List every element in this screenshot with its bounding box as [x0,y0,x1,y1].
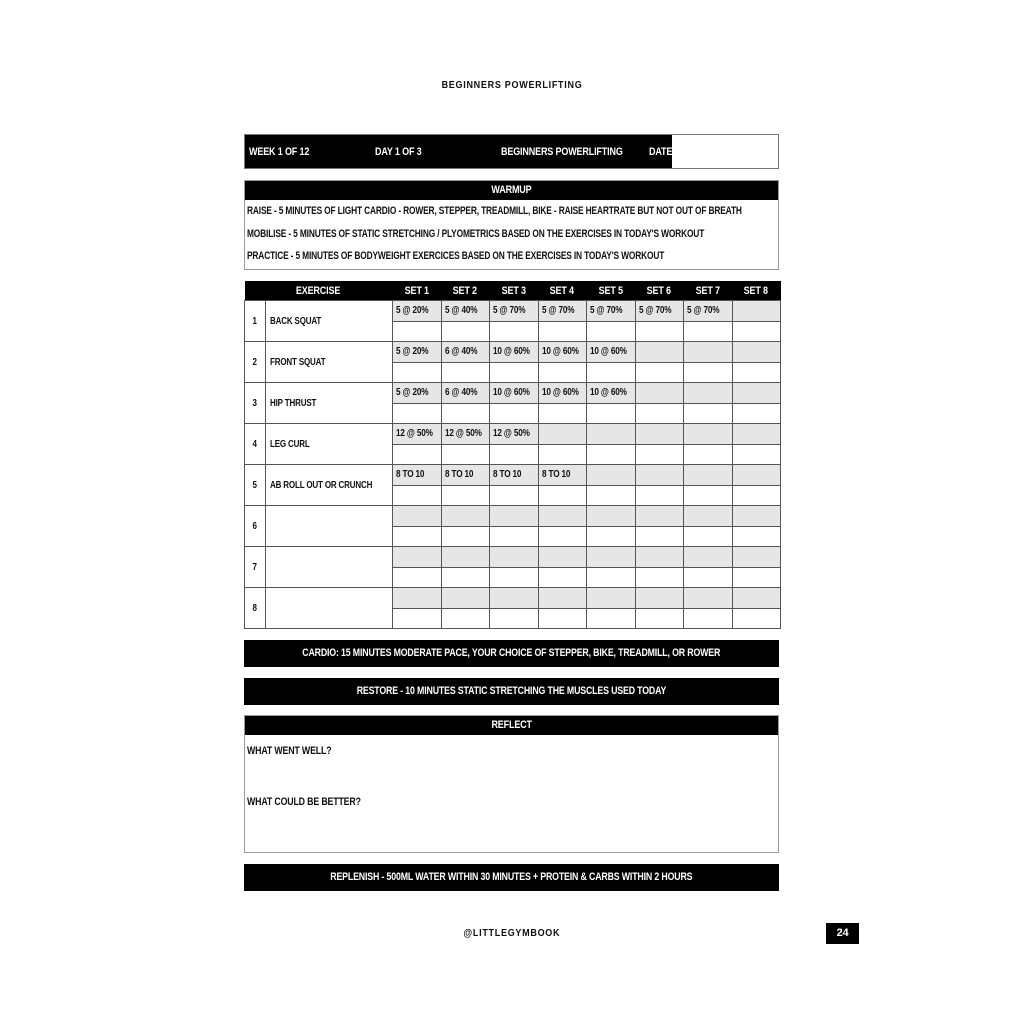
set-target-cell: 10 @ 60% [587,342,636,363]
set-log-cell[interactable] [441,321,490,342]
exercise-number: 6 [245,506,266,547]
set-log-cell[interactable] [393,608,442,629]
set-log-cell[interactable] [587,444,636,465]
set-target-cell [732,342,781,363]
set-log-cell[interactable] [587,321,636,342]
set-target-cell [393,506,442,527]
set-target-cell: 10 @ 60% [490,342,539,363]
set-log-cell[interactable] [441,444,490,465]
set-target-cell [684,547,733,568]
set-log-cell[interactable] [732,485,781,506]
table-row [245,342,781,363]
col-header-set-1: SET 1 [393,281,442,301]
set-log-cell[interactable] [587,608,636,629]
set-target-cell [684,506,733,527]
exercise-number: 8 [245,588,266,629]
page-number: 24 [826,923,859,944]
set-log-cell[interactable] [490,321,539,342]
set-target-cell [490,547,539,568]
set-log-cell[interactable] [684,485,733,506]
set-log-cell[interactable] [393,485,442,506]
col-header-set-4: SET 4 [538,281,587,301]
set-target-cell [635,383,684,404]
set-target-cell: 6 @ 40% [441,383,490,404]
set-log-cell[interactable] [732,444,781,465]
set-target-cell: 10 @ 60% [587,383,636,404]
page-title: BEGINNERS POWERLIFTING [441,80,583,91]
set-log-cell[interactable] [684,444,733,465]
day-label: DAY 1 OF 3 [375,145,422,158]
set-target-cell [587,506,636,527]
week-label: WEEK 1 OF 12 [249,145,310,158]
set-target-cell [732,547,781,568]
set-target-cell: 5 @ 70% [635,301,684,322]
exercise-table [244,281,781,629]
set-log-cell[interactable] [587,526,636,547]
table-row [245,424,781,445]
set-log-cell[interactable] [732,526,781,547]
set-target-cell: 5 @ 40% [441,301,490,322]
exercise-name[interactable]: LEG CURL [266,424,393,465]
set-target-cell [490,588,539,609]
col-header-set-7: SET 7 [684,281,733,301]
set-target-cell [635,342,684,363]
question-went-well: WHAT WENT WELL? [247,745,332,757]
set-target-cell [441,547,490,568]
set-target-cell [635,424,684,445]
table-row [245,506,781,527]
set-target-cell [393,547,442,568]
col-header-set-5: SET 5 [587,281,636,301]
set-target-cell: 8 TO 10 [393,465,442,486]
set-log-cell[interactable] [635,485,684,506]
table-row [245,547,781,568]
set-target-cell [732,465,781,486]
exercise-number: 3 [245,383,266,424]
exercise-number: 2 [245,342,266,383]
set-target-cell [538,424,587,445]
warmup-practice: PRACTICE - 5 MINUTES OF BODYWEIGHT EXERCICES BASED ON THE EXERCISES IN TODAY'S WORKOUT [247,250,665,262]
exercise-name[interactable] [266,506,393,547]
set-log-cell[interactable] [732,403,781,424]
set-log-cell[interactable] [635,567,684,588]
col-header-exercise: EXERCISE [245,281,393,301]
set-target-cell: 10 @ 60% [538,342,587,363]
set-target-cell: 8 TO 10 [441,465,490,486]
exercise-name[interactable]: AB ROLL OUT OR CRUNCH [266,465,393,506]
set-target-cell: 10 @ 60% [490,383,539,404]
reflect-section [244,715,779,853]
set-log-cell[interactable] [635,403,684,424]
col-header-set-3: SET 3 [490,281,539,301]
set-log-cell[interactable] [490,526,539,547]
set-log-cell[interactable] [684,567,733,588]
set-target-cell [587,465,636,486]
col-header-set-8: SET 8 [732,281,781,301]
set-target-cell: 8 TO 10 [538,465,587,486]
set-target-cell [684,383,733,404]
warmup-mobilise: MOBILISE - 5 MINUTES OF STATIC STRETCHING / PLYOMETRICS BASED ON THE EXERCISES IN TODAY'S WORKOUT [247,227,705,240]
table-row [245,465,781,486]
set-target-cell: 5 @ 20% [393,301,442,322]
question-could-be-better: WHAT COULD BE BETTER? [247,796,361,808]
set-log-cell[interactable] [393,526,442,547]
set-target-cell: 12 @ 50% [441,424,490,445]
set-log-cell[interactable] [490,403,539,424]
set-log-cell[interactable] [587,485,636,506]
exercise-number: 1 [245,301,266,342]
set-target-cell: 5 @ 70% [684,301,733,322]
set-target-cell [441,588,490,609]
warmup-section [244,180,779,270]
set-target-cell [684,465,733,486]
table-row [245,301,781,322]
set-log-cell[interactable] [441,485,490,506]
exercise-number: 7 [245,547,266,588]
col-header-set-6: SET 6 [635,281,684,301]
warmup-raise: RAISE - 5 MINUTES OF LIGHT CARDIO - ROWER, STEPPER, TREADMILL, BIKE - RAISE HEARTRATE BUT NOT OUT OF BREATH [247,205,742,217]
set-log-cell[interactable] [393,444,442,465]
set-target-cell [538,547,587,568]
set-log-cell[interactable] [587,362,636,383]
set-target-cell: 12 @ 50% [393,424,442,445]
set-log-cell[interactable] [538,608,587,629]
set-log-cell[interactable] [441,567,490,588]
set-target-cell [635,465,684,486]
set-target-cell [490,506,539,527]
set-target-cell: 5 @ 20% [393,383,442,404]
set-target-cell [587,424,636,445]
set-log-cell[interactable] [635,321,684,342]
set-log-cell[interactable] [587,567,636,588]
date-field[interactable] [672,135,778,168]
set-log-cell[interactable] [441,608,490,629]
set-target-cell: 10 @ 60% [538,383,587,404]
exercise-name[interactable]: HIP THRUST [266,383,393,424]
set-target-cell: 5 @ 70% [587,301,636,322]
exercise-name[interactable]: FRONT SQUAT [266,342,393,383]
set-log-cell[interactable] [684,608,733,629]
set-target-cell: 5 @ 70% [490,301,539,322]
set-log-cell[interactable] [441,362,490,383]
set-log-cell[interactable] [732,567,781,588]
set-log-cell[interactable] [635,444,684,465]
set-target-cell [732,588,781,609]
set-log-cell[interactable] [441,526,490,547]
set-log-cell[interactable] [490,444,539,465]
set-log-cell[interactable] [393,567,442,588]
set-target-cell [684,342,733,363]
set-log-cell[interactable] [393,321,442,342]
set-target-cell: 8 TO 10 [490,465,539,486]
set-target-cell [732,506,781,527]
program-label: BEGINNERS POWERLIFTING [501,145,623,158]
exercise-name[interactable] [266,547,393,588]
set-target-cell [587,547,636,568]
set-target-cell [441,506,490,527]
set-target-cell [538,588,587,609]
set-target-cell [635,506,684,527]
set-log-cell[interactable] [490,485,539,506]
col-header-set-2: SET 2 [441,281,490,301]
restore-band: RESTORE - 10 MINUTES STATIC STRETCHING THE MUSCLES USED TODAY [244,678,779,705]
set-log-cell[interactable] [635,526,684,547]
set-log-cell[interactable] [538,567,587,588]
set-target-cell: 5 @ 20% [393,342,442,363]
set-target-cell [684,424,733,445]
set-target-cell [393,588,442,609]
set-log-cell[interactable] [684,526,733,547]
set-target-cell: 5 @ 70% [538,301,587,322]
set-log-cell[interactable] [490,362,539,383]
set-log-cell[interactable] [635,608,684,629]
set-target-cell [732,301,781,322]
set-target-cell [635,588,684,609]
set-target-cell [587,588,636,609]
set-log-cell[interactable] [684,403,733,424]
set-log-cell[interactable] [684,362,733,383]
set-log-cell[interactable] [441,403,490,424]
set-target-cell [732,424,781,445]
exercise-number: 4 [245,424,266,465]
set-log-cell[interactable] [684,321,733,342]
set-target-cell: 12 @ 50% [490,424,539,445]
workout-header [244,134,779,169]
exercise-name[interactable]: BACK SQUAT [266,301,393,342]
cardio-band: CARDIO: 15 MINUTES MODERATE PACE, YOUR CHOICE OF STEPPER, BIKE, TREADMILL, OR ROWER [244,640,779,667]
exercise-name[interactable] [266,588,393,629]
exercise-number: 5 [245,465,266,506]
replenish-band: REPLENISH - 500ML WATER WITHIN 30 MINUTES + PROTEIN & CARBS WITHIN 2 HOURS [244,864,779,891]
table-row [245,383,781,404]
set-target-cell: 6 @ 40% [441,342,490,363]
date-label: DATE [649,145,673,158]
set-log-cell[interactable] [587,403,636,424]
set-target-cell [684,588,733,609]
set-log-cell[interactable] [490,567,539,588]
reflect-title: REFLECT [245,716,778,735]
set-log-cell[interactable] [538,362,587,383]
set-log-cell[interactable] [538,485,587,506]
footer-handle: @LITTLEGYMBOOK [463,928,561,939]
set-log-cell[interactable] [732,362,781,383]
set-log-cell[interactable] [538,444,587,465]
set-log-cell[interactable] [538,321,587,342]
set-target-cell [732,383,781,404]
set-log-cell[interactable] [490,608,539,629]
set-log-cell[interactable] [635,362,684,383]
set-log-cell[interactable] [732,321,781,342]
set-log-cell[interactable] [393,403,442,424]
set-target-cell [635,547,684,568]
set-target-cell [538,506,587,527]
set-log-cell[interactable] [732,608,781,629]
set-log-cell[interactable] [538,403,587,424]
warmup-title: WARMUP [245,181,778,200]
set-log-cell[interactable] [393,362,442,383]
table-header-row [245,281,781,301]
table-row [245,588,781,609]
set-log-cell[interactable] [538,526,587,547]
